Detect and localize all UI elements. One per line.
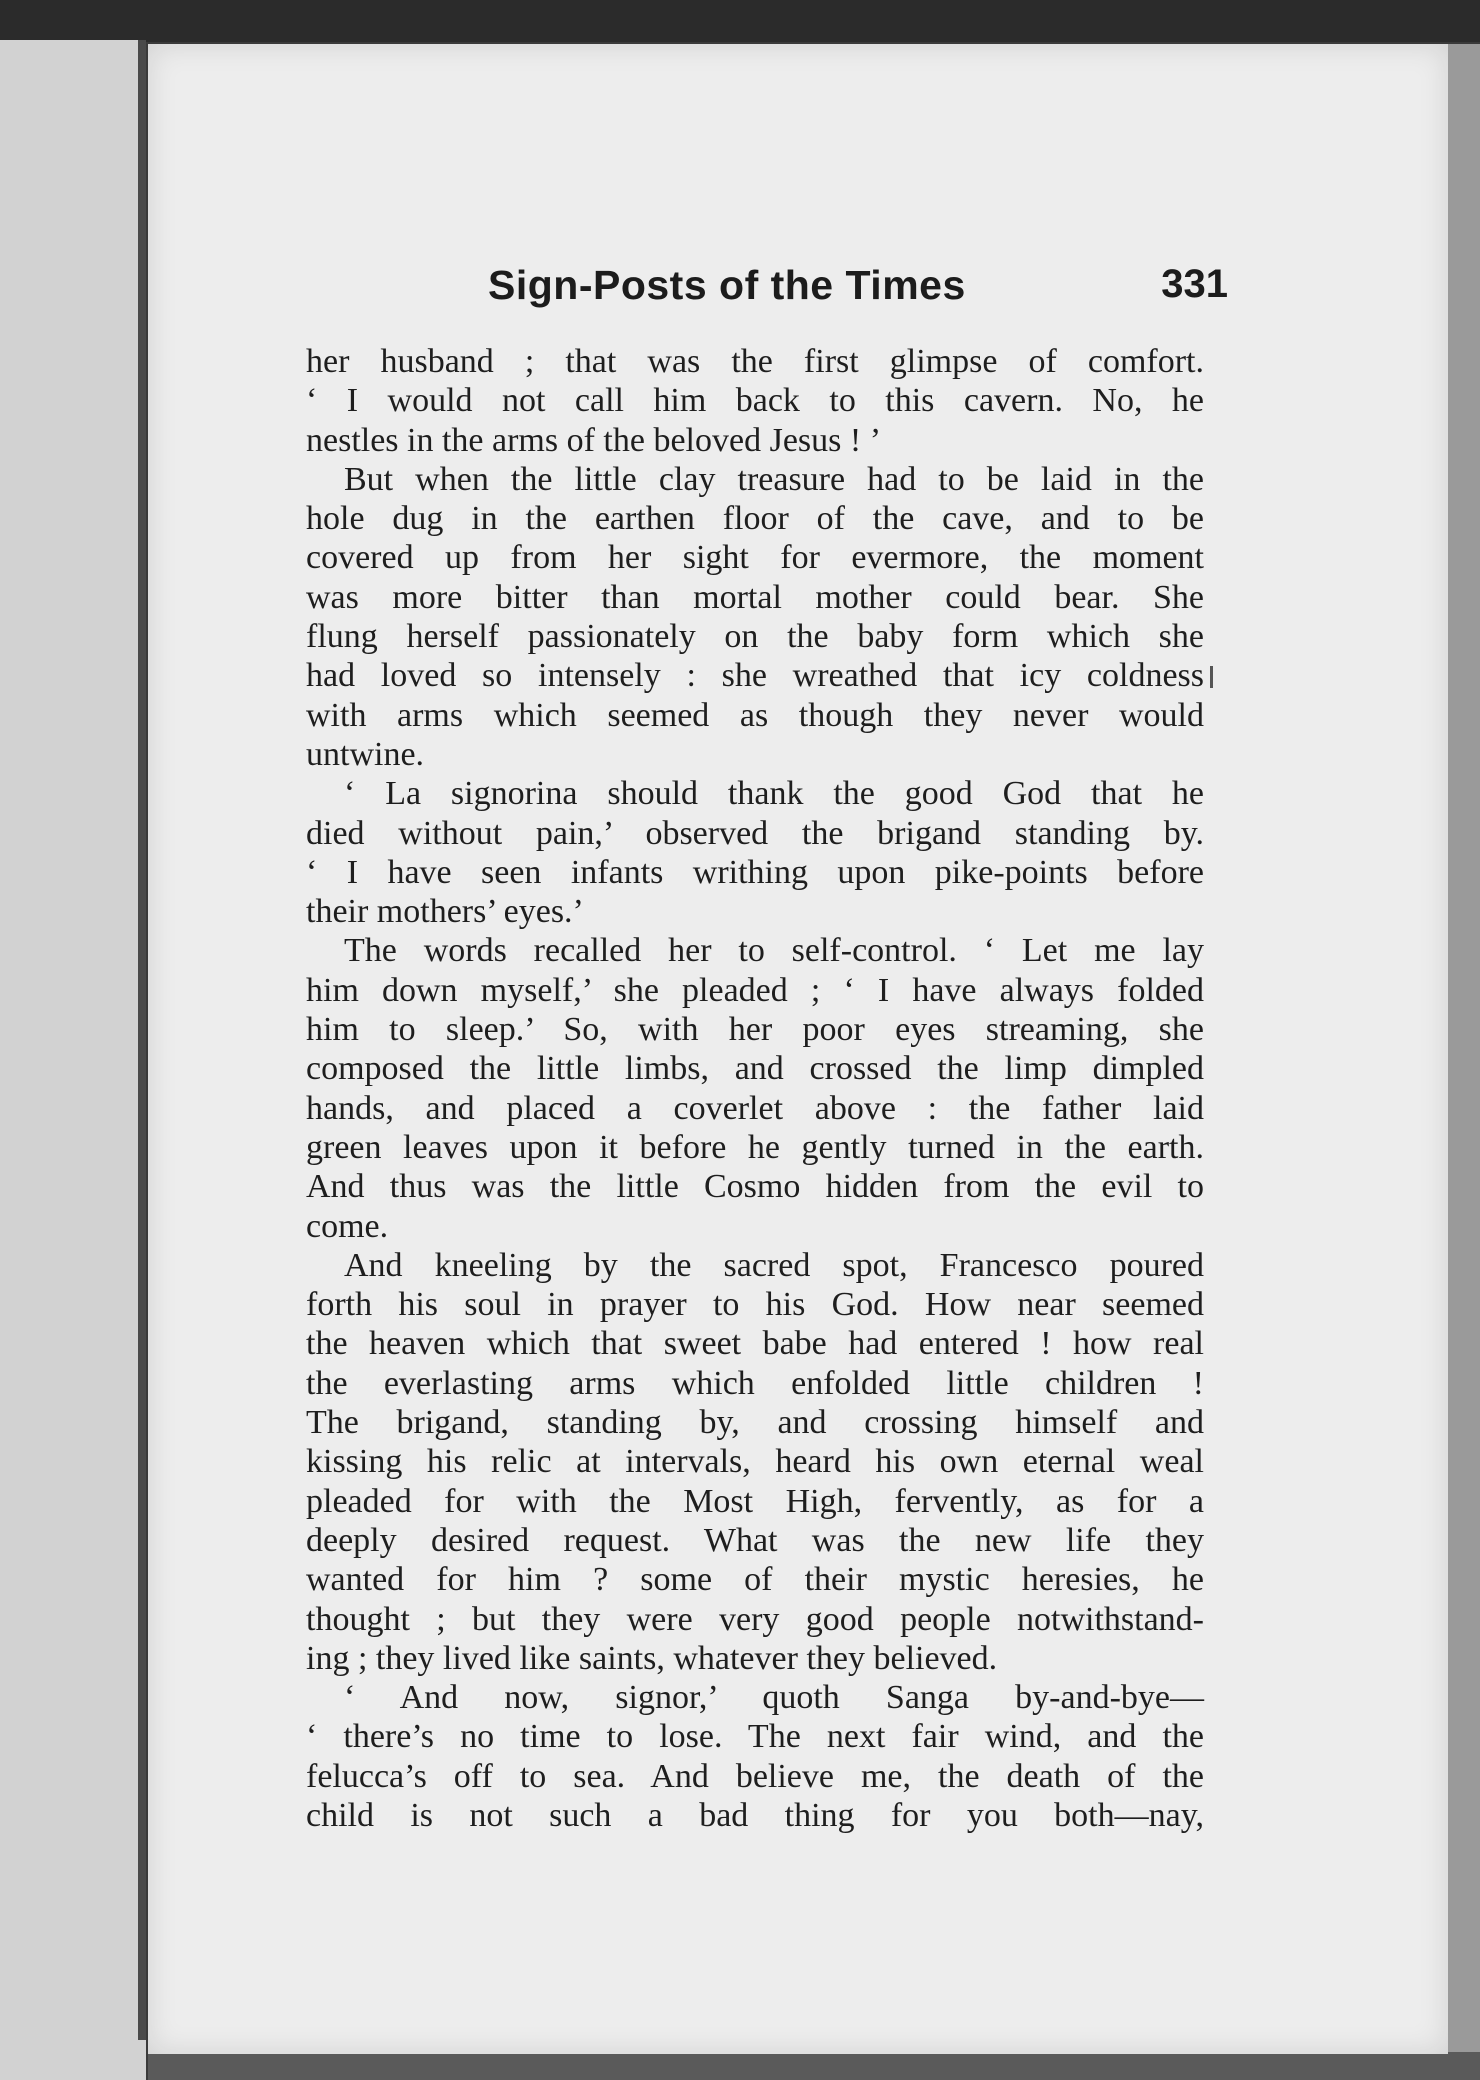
text-line: the everlasting arms which enfolded little children !	[306, 1364, 1204, 1402]
text-line: wanted for him ? some of their mystic heresies, he	[306, 1561, 1204, 1599]
text-line: But when the little clay treasure had to be laid in the	[344, 460, 1204, 498]
text-line: thought ; but they were very good people notwithstand-	[306, 1600, 1204, 1638]
text-line: hole dug in the earthen floor of the cave, and to be	[306, 500, 1204, 538]
text-line: felucca’s off to sea. And believe me, the death of the	[306, 1757, 1204, 1795]
text-line: had loved so intensely : she wreathed that icy coldness	[306, 657, 1204, 695]
margin-mark	[1210, 666, 1213, 688]
text-line: composed the little limbs, and crossed the limp dimpled	[306, 1050, 1204, 1088]
text-line: her husband ; that was the first glimpse of comfort.	[306, 343, 1204, 380]
text-line: the heaven which that sweet babe had entered ! how real	[306, 1325, 1204, 1363]
text-line: hands, and placed a coverlet above : the father laid	[306, 1089, 1204, 1127]
text-line: ‘ La signorina should thank the good God that he	[344, 775, 1204, 813]
text-line: flung herself passionately on the baby form which she	[306, 618, 1204, 656]
text-line: ‘ I have seen infants writhing upon pike-points before	[306, 853, 1204, 891]
page-number: 331	[1161, 262, 1228, 306]
text-line: untwine.	[306, 735, 425, 773]
text-line: The words recalled her to self-control. ‘ Let me lay	[344, 932, 1204, 970]
scan-top-border	[0, 0, 1480, 42]
text-line: deeply desired request. What was the new life they	[306, 1521, 1204, 1559]
running-title: Sign-Posts of the Times	[488, 262, 966, 308]
text-line: was more bitter than mortal mother could bear. She	[306, 578, 1204, 616]
text-line: green leaves upon it before he gently turned in the earth.	[306, 1128, 1204, 1166]
text-line: ‘ there’s no time to lose. The next fair wind, and the	[306, 1718, 1204, 1756]
text-line: forth his soul in prayer to his God. How near seemed	[306, 1286, 1204, 1324]
text-line: nestles in the arms of the beloved Jesus ! ’	[306, 421, 882, 459]
text-line: him down myself,’ she pleaded ; ‘ I have always folded	[306, 971, 1204, 1009]
text-line: died without pain,’ observed the brigand standing by.	[306, 814, 1204, 852]
text-line: come.	[306, 1207, 389, 1245]
text-line: with arms which seemed as though they never would	[306, 696, 1204, 734]
page-stack-edge	[1446, 44, 1480, 2080]
page-header	[148, 262, 1448, 322]
text-line: ‘ I would not call him back to this cavern. No, he	[306, 382, 1204, 420]
book-gutter	[138, 40, 146, 2040]
text-line: kissing his relic at intervals, heard his own eternal weal	[306, 1443, 1204, 1481]
text-line: covered up from her sight for evermore, the moment	[306, 539, 1204, 577]
text-line: The brigand, standing by, and crossing himself and	[306, 1404, 1204, 1442]
facing-page-edge	[0, 40, 146, 2080]
body-text	[306, 342, 1204, 1835]
text-line: And kneeling by the sacred spot, Francesco poured	[344, 1246, 1204, 1284]
text-line: And thus was the little Cosmo hidden from the evil to	[306, 1168, 1204, 1206]
text-line: ing ; they lived like saints, whatever they believed.	[306, 1639, 998, 1677]
text-line: their mothers’ eyes.’	[306, 893, 584, 931]
text-line: child is not such a bad thing for you both—nay,	[306, 1796, 1204, 1834]
scan-bottom-border	[148, 2052, 1480, 2080]
text-line: him to sleep.’ So, with her poor eyes streaming, she	[306, 1011, 1204, 1049]
text-line: ‘ And now, signor,’ quoth Sanga by-and-bye—	[344, 1679, 1204, 1717]
text-line: pleaded for with the Most High, fervently, as for a	[306, 1482, 1204, 1520]
book-page	[148, 44, 1448, 2054]
